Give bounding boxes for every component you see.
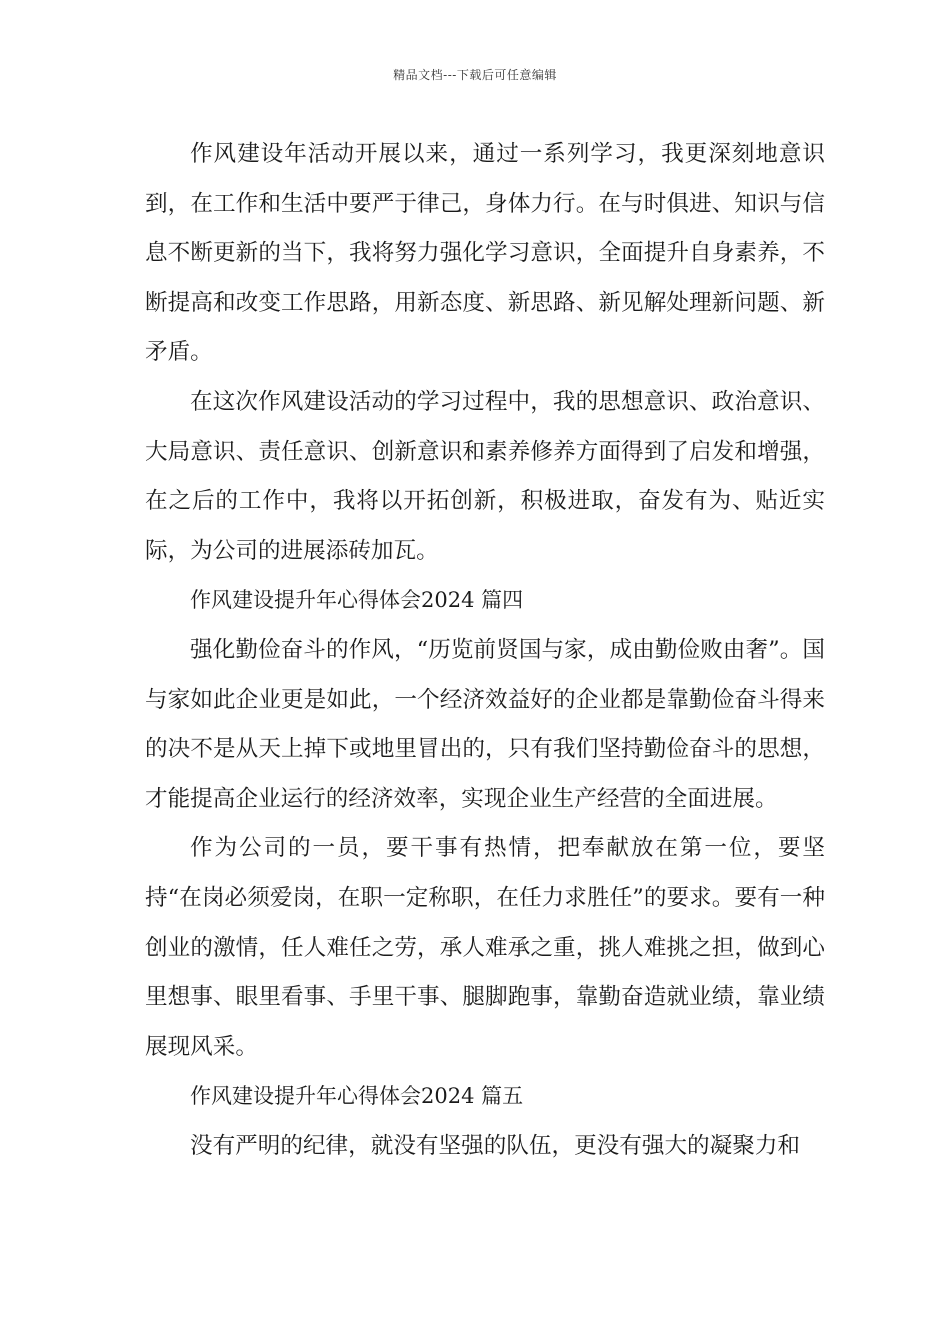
paragraph-5: 没有严明的纪律，就没有坚强的队伍，更没有强大的凝聚力和 xyxy=(190,1132,801,1159)
paragraph-4: 作为公司的一员，要干事有热情，把奉献放在第一位，要坚持“在岗必须爱岗，在职一定称职，在任力求胜任”的要求。要有一种创业的激情，任人难任之劳，承人难承之重，挑人难挑之担，做到心里想事、眼里看事、手里干事、腿脚跑事，靠勤奋造就业绩，靠业绩展现风采。 xyxy=(145,835,825,1060)
section-heading-5: 作风建设提升年心得体会2024 篇五 xyxy=(190,1084,524,1109)
paragraph-3: 强化勤俭奋斗的作风，“历览前贤国与家，成由勤俭败由奢”。国与家如此企业更是如此，一个经济效益好的企业都是靠勤俭奋斗得来的决不是从天上掉下或地里冒出的，只有我们坚持勤俭奋斗的思想，才能提高企业运行的经济效率，实现企业生产经营的全面进展。 xyxy=(145,636,825,812)
document-body xyxy=(145,130,825,1171)
paragraph-1: 作风建设年活动开展以来，通过一系列学习，我更深刻地意识到，在工作和生活中要严于律己，身体力行。在与时俱进、知识与信息不断更新的当下，我将努力强化学习意识，全面提升自身素养，不断提高和改变工作思路，用新态度、新思路、新见解处理新问题、新矛盾。 xyxy=(145,141,825,366)
paragraph-2: 在这次作风建设活动的学习过程中，我的思想意识、政治意识、大局意识、责任意识、创新意识和素养修养方面得到了启发和增强，在之后的工作中，我将以开拓创新，积极进取，奋发有为、贴近实际，为公司的进展添砖加瓦。 xyxy=(145,388,825,564)
section-heading-4: 作风建设提升年心得体会2024 篇四 xyxy=(190,588,524,613)
page-header: 精品文档---下载后可任意编辑 xyxy=(393,68,557,82)
